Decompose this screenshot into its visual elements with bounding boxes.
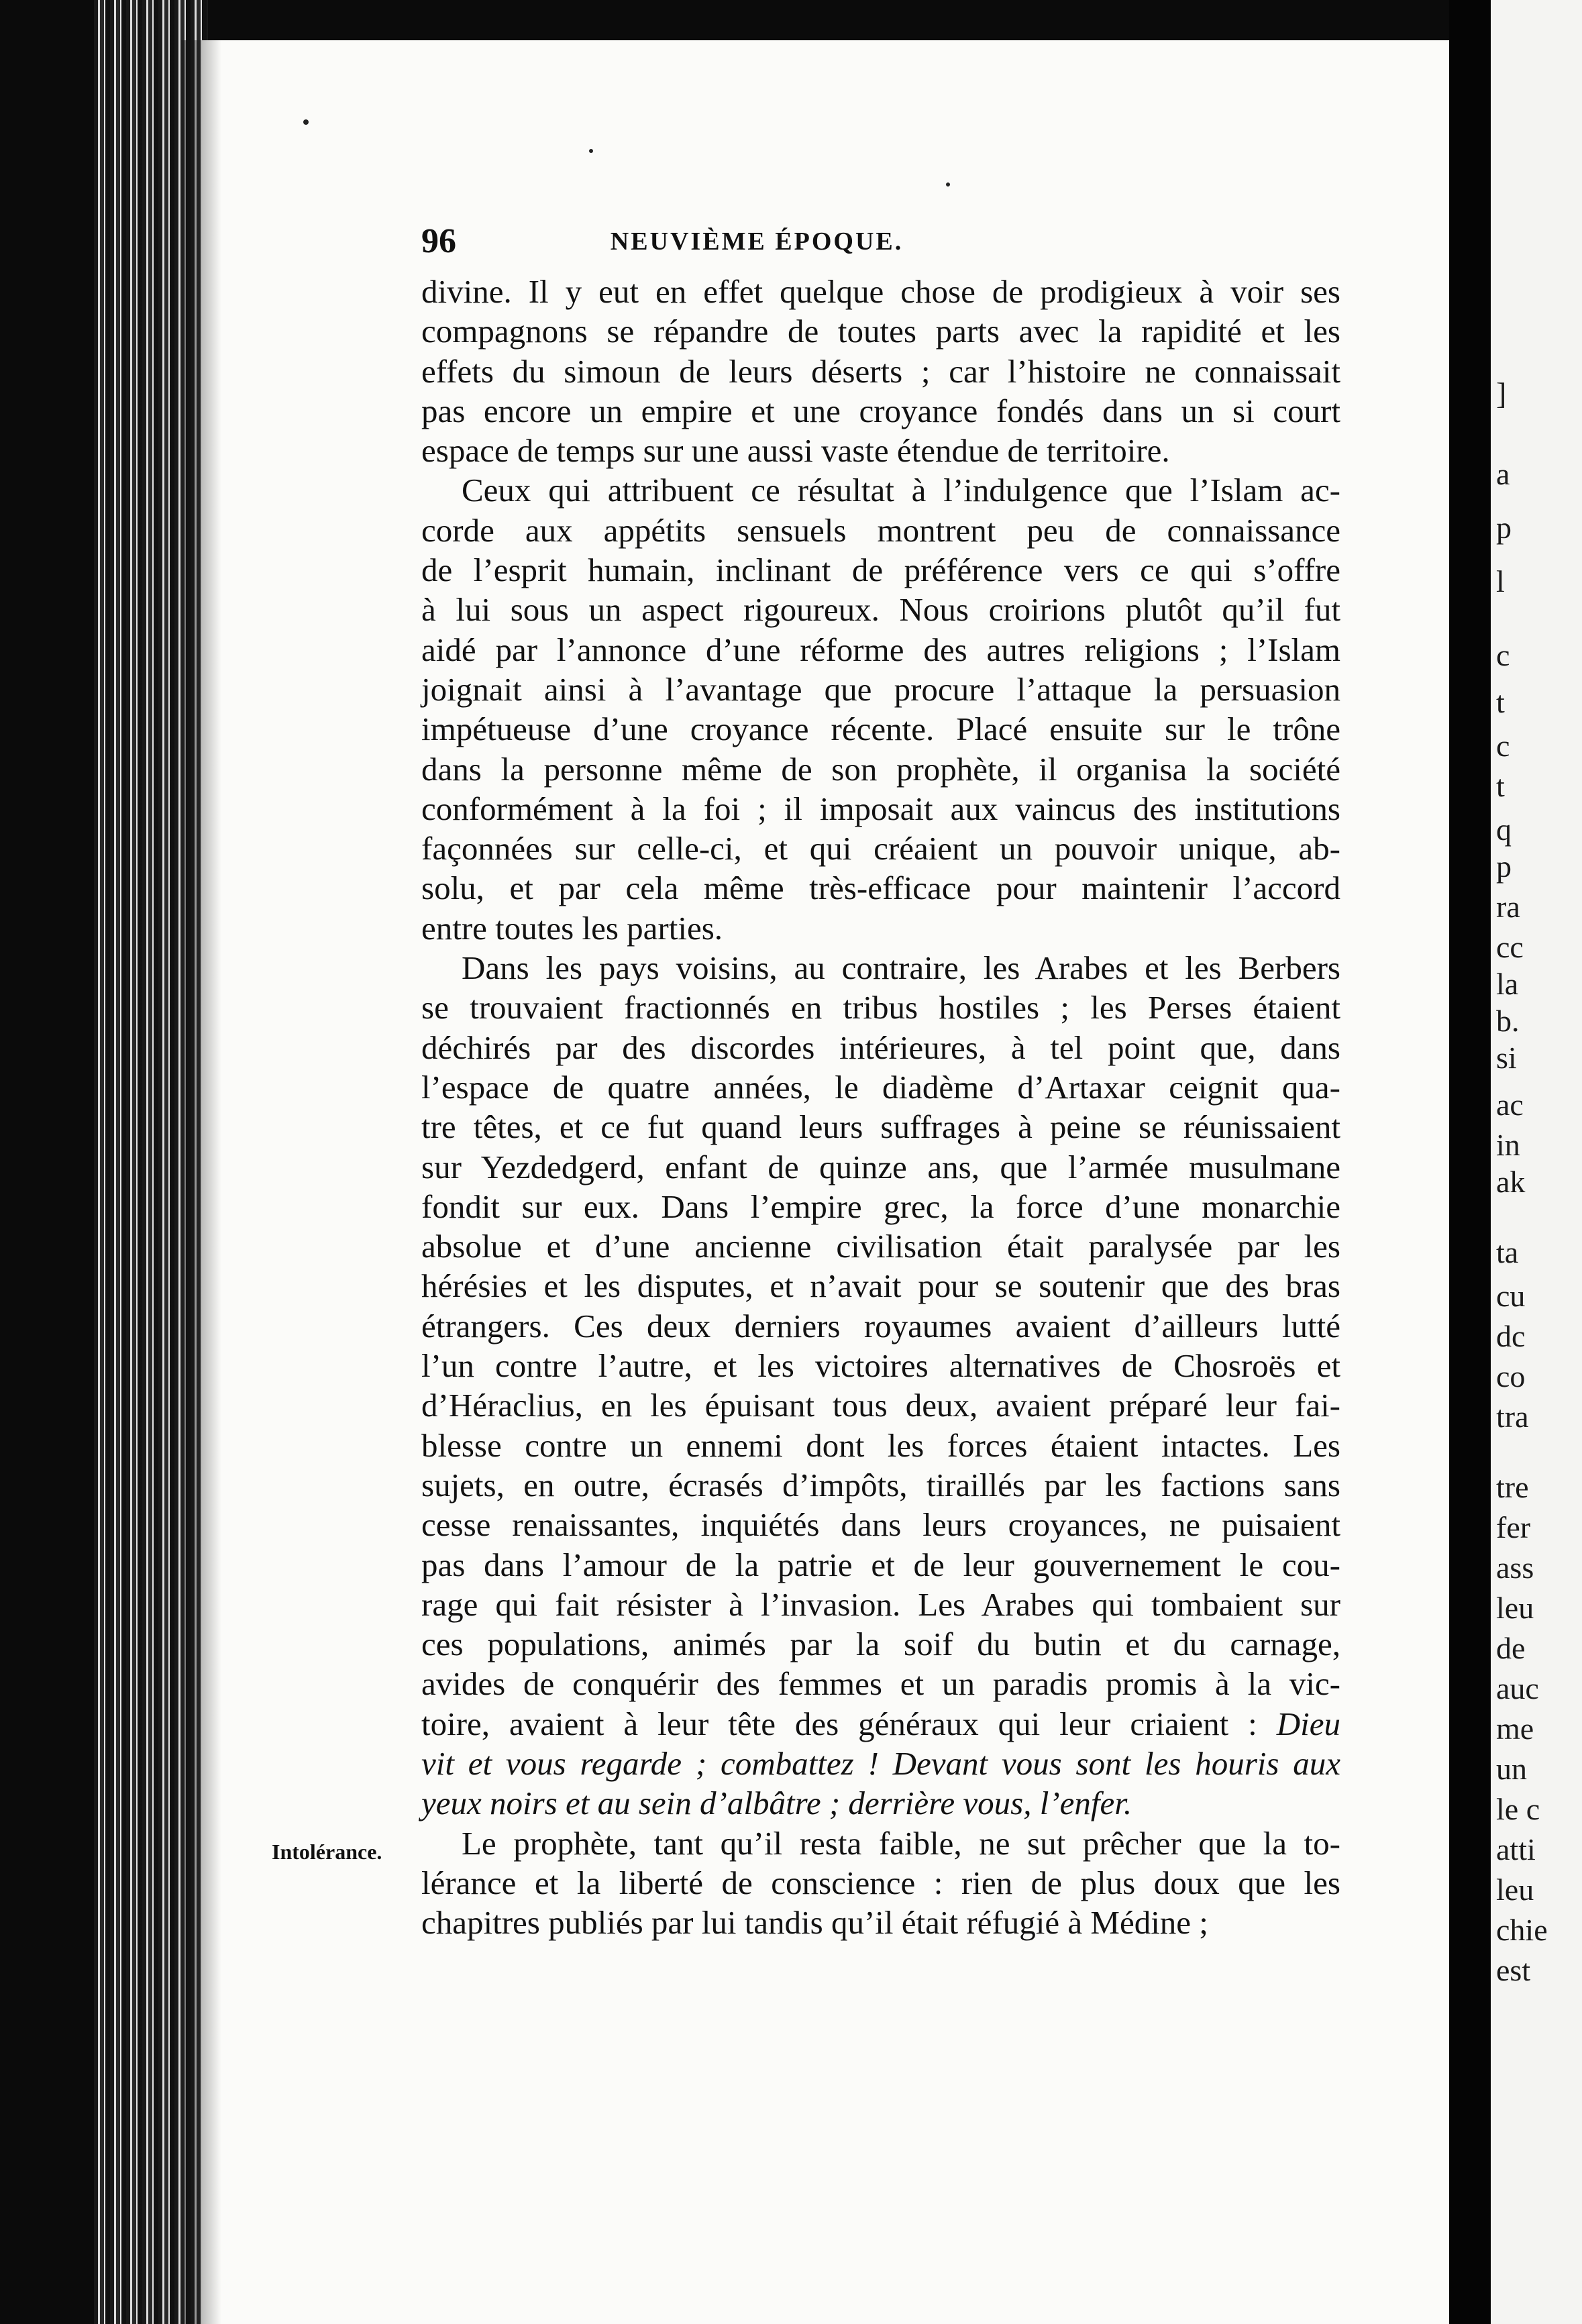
text-line: étrangers. Ces deux derniers royaumes avaient d’ailleurs lutté <box>421 1307 1340 1344</box>
next-page-fragment: ta <box>1496 1235 1519 1269</box>
text-line: blesse contre un ennemi dont les forces étaient intactes. Les <box>421 1426 1340 1464</box>
next-page-fragment: ] <box>1496 376 1507 411</box>
scan-speck <box>946 182 950 187</box>
text-line: aidé par l’annonce d’une réforme des autres religions ; l’Islam <box>421 631 1340 668</box>
text-line: ces populations, animés par la soif du butin et du carnage, <box>421 1626 1340 1663</box>
gutter-shadow <box>181 40 221 2324</box>
text-line: dans la personne même de son prophète, il organisa la société <box>421 750 1340 788</box>
next-page-fragment: un <box>1496 1752 1527 1786</box>
text-line: Le prophète, tant qu’il resta faible, ne sut prêcher que la to- <box>462 1824 1340 1862</box>
next-page-fragment: dc <box>1496 1319 1526 1353</box>
text-line: se trouvaient fractionnés en tribus hostiles ; les Perses étaient <box>421 989 1340 1026</box>
text-line: espace de temps sur une aussi vaste étendue de territoire. <box>421 432 1170 470</box>
text-line: chapitres publiés par lui tandis qu’il était réfugié à Médine ; <box>421 1904 1208 1942</box>
text-line: Ceux qui attribuent ce résultat à l’indulgence que l’Islam ac- <box>462 472 1340 509</box>
next-page-fragment: le c <box>1496 1792 1540 1826</box>
next-page-fragment: t <box>1496 769 1505 803</box>
text-line: de l’esprit humain, inclinant de préférence vers ce qui s’offre <box>421 551 1340 589</box>
text-line: lérance et la liberté de conscience : rien de plus doux que les <box>421 1864 1340 1901</box>
text-line: solu, et par cela même très-efficace pour maintenir l’accord <box>421 869 1340 907</box>
page-number: 96 <box>421 222 456 260</box>
next-page-fragment: t <box>1496 685 1505 719</box>
text-line: pas dans l’amour de la patrie et de leur gouvernement le cou- <box>421 1546 1340 1583</box>
text-line: sujets, en outre, écrasés d’impôts, tiraillés par les factions sans <box>421 1466 1340 1503</box>
text-line: absolue et d’une ancienne civilisation était paralysée par les <box>421 1228 1340 1265</box>
next-page-fragment: ac <box>1496 1088 1524 1122</box>
next-page-fragment: a <box>1496 457 1510 491</box>
text-line: avides de conquérir des femmes et un paradis promis à la vic- <box>421 1665 1340 1703</box>
text-line: tre têtes, et ce fut quand leurs suffrages à peine se réunissaient <box>421 1108 1340 1146</box>
text-line: corde aux appétits sensuels montrent peu de connaissance <box>421 511 1340 549</box>
text-line: yeux noirs et au sein d’albâtre ; derrière vous, l’enfer. <box>421 1785 1132 1822</box>
text-line: divine. Il y eut en effet quelque chose de prodigieux à voir ses <box>421 273 1340 310</box>
next-page-fragment: est <box>1496 1953 1531 1987</box>
next-page-fragment: tra <box>1496 1399 1529 1434</box>
text-line: Dans les pays voisins, au contraire, les Arabes et les Berbers <box>462 949 1340 987</box>
text-line: à lui sous un aspect rigoureux. Nous croirions plutôt qu’il fut <box>421 591 1340 629</box>
next-page-fragment: la <box>1496 967 1519 1001</box>
page-spine <box>1449 0 1491 2324</box>
next-page-fragment: c <box>1496 638 1510 672</box>
text-line: effets du simoun de leurs déserts ; car l’histoire ne connaissait <box>421 352 1340 390</box>
next-page-fragment: tre <box>1496 1470 1529 1504</box>
text-line: déchirés par des discordes intérieures, à tel point que, dans <box>421 1028 1340 1066</box>
next-page-edge <box>1491 0 1582 2324</box>
running-title: NEUVIÈME ÉPOQUE. <box>610 227 904 256</box>
next-page-fragment: fer <box>1496 1510 1531 1544</box>
text-line: impétueuse d’une croyance récente. Placé ensuite sur le trône <box>421 710 1340 748</box>
text-line: toire, avaient à leur tête des généraux qui leur criaient : Dieu <box>421 1705 1340 1742</box>
text-line: cesse renaissantes, inquiétés dans leurs croyances, ne puisaient <box>421 1506 1340 1544</box>
next-page-fragment: co <box>1496 1359 1526 1393</box>
text-line: rage qui fait résister à l’invasion. Les Arabes qui tombaient sur <box>421 1585 1340 1623</box>
next-page-fragment: atti <box>1496 1832 1536 1866</box>
next-page-fragment: p <box>1496 849 1512 884</box>
next-page-fragment: b. <box>1496 1004 1520 1038</box>
next-page-fragment: q <box>1496 812 1512 847</box>
text-line: sur Yezdedgerd, enfant de quinze ans, que l’armée musulmane <box>421 1148 1340 1185</box>
scan-speck <box>589 149 593 153</box>
scan-speck <box>303 119 309 125</box>
next-page-fragment: p <box>1496 511 1512 545</box>
next-page-fragment: leu <box>1496 1872 1534 1907</box>
text-line: entre toutes les parties. <box>421 909 723 947</box>
text-line: pas encore un empire et une croyance fondés dans un si court <box>421 392 1340 429</box>
text-line: l’un contre l’autre, et les victoires alternatives de Chosroës et <box>421 1347 1340 1385</box>
text-line: l’espace de quatre années, le diadème d’Artaxar ceignit qua- <box>421 1068 1340 1106</box>
text-line: d’Héraclius, en les épuisant tous deux, avaient préparé leur fai- <box>421 1387 1340 1424</box>
body-text <box>421 272 1340 1942</box>
text-line: vit et vous regarde ; combattez ! Devant vous sont les houris aux <box>421 1744 1340 1782</box>
text-line: compagnons se répandre de toutes parts avec la rapidité et les <box>421 313 1340 350</box>
next-page-fragment: cc <box>1496 930 1524 964</box>
next-page-fragment: in <box>1496 1128 1520 1162</box>
next-page-fragment: c <box>1496 729 1510 763</box>
text-line: fondit sur eux. Dans l’empire grec, la force d’une monarchie <box>421 1187 1340 1225</box>
text-line: conformément à la foi ; il imposait aux vaincus des institutions <box>421 790 1340 827</box>
text-line: façonnées sur celle-ci, et qui créaient un pouvoir unique, ab- <box>421 830 1340 867</box>
next-page-fragment: ra <box>1496 890 1520 924</box>
text-line: joignait ainsi à l’avantage que procure l’attaque la persuasion <box>421 670 1340 708</box>
margin-note: Intolérance. <box>272 1840 382 1864</box>
next-page-fragment: l <box>1496 564 1505 598</box>
next-page-fragment: auc <box>1496 1671 1539 1705</box>
next-page-fragment: de <box>1496 1631 1526 1665</box>
next-page-fragment: cu <box>1496 1279 1526 1313</box>
next-page-fragment: si <box>1496 1041 1517 1075</box>
running-head <box>421 221 1025 262</box>
next-page-fragment: chie <box>1496 1913 1548 1947</box>
next-page-fragment: leu <box>1496 1591 1534 1625</box>
text-line: hérésies et les disputes, et n’avait pour se soutenir que des bras <box>421 1267 1340 1305</box>
next-page-fragment: ak <box>1496 1165 1526 1199</box>
next-page-fragment: ass <box>1496 1550 1534 1585</box>
next-page-fragment: me <box>1496 1711 1534 1746</box>
